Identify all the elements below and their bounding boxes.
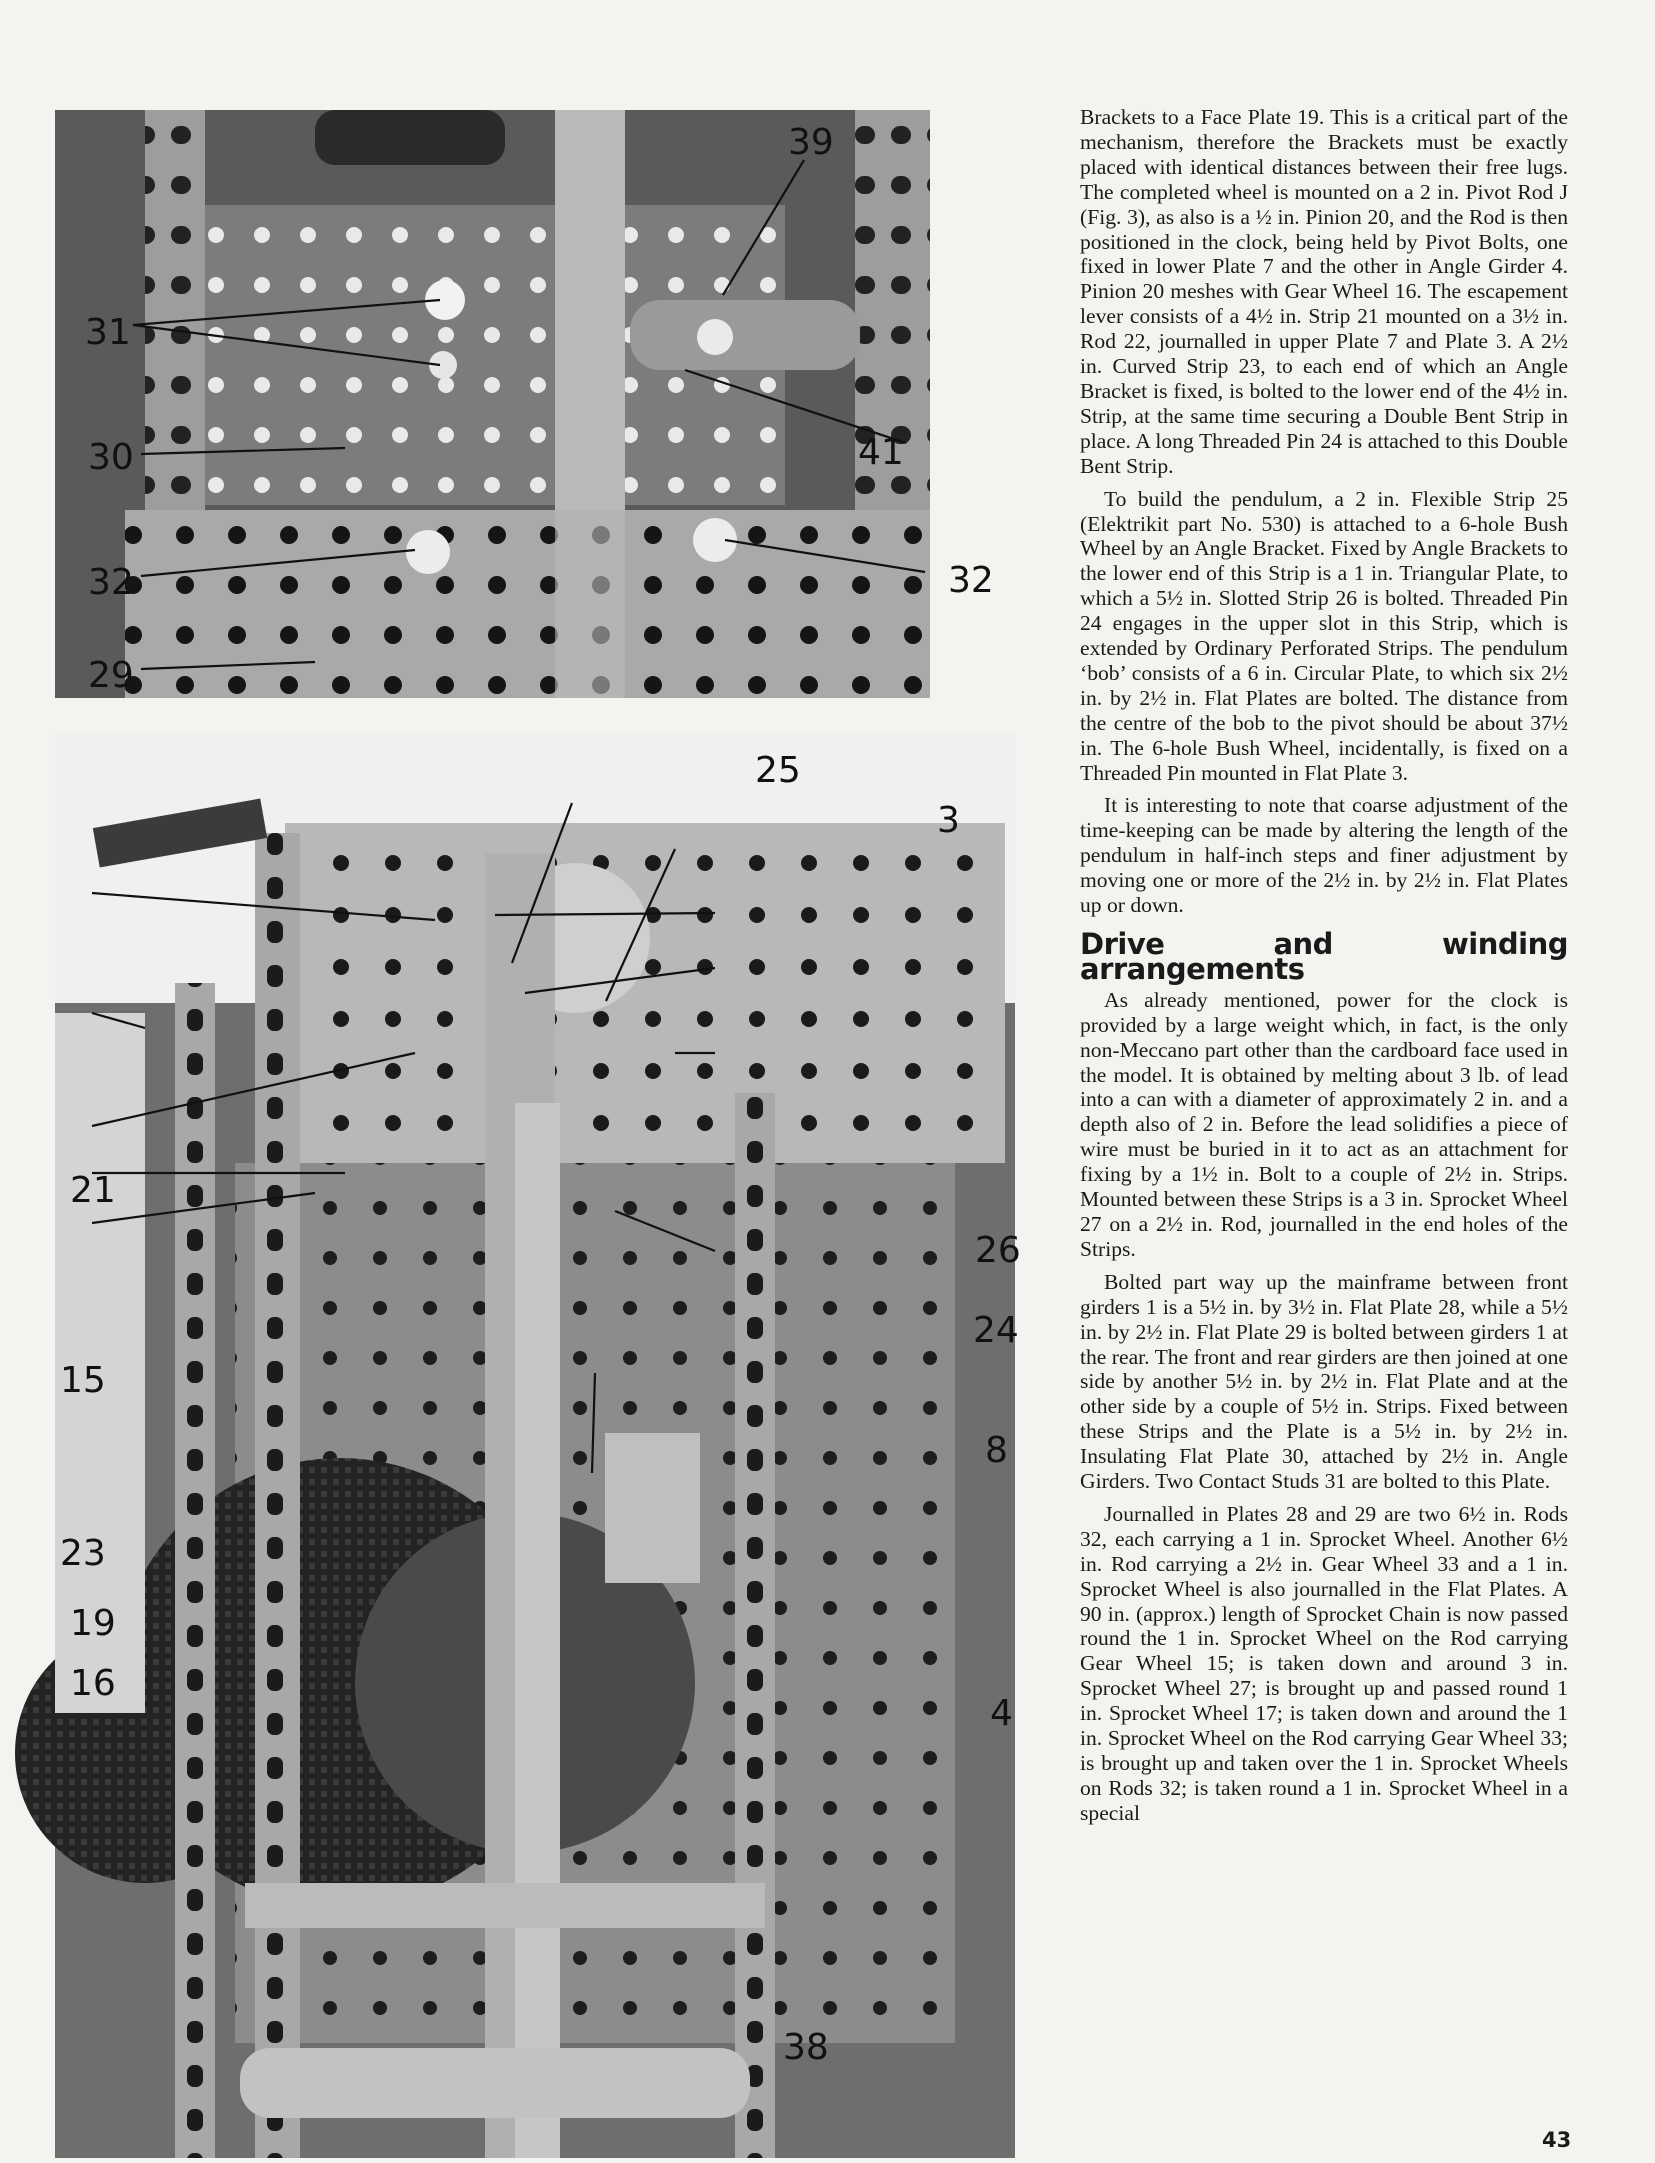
callout-23: 23 xyxy=(60,1533,106,1574)
callout-31: 31 xyxy=(85,312,131,353)
callout-19: 19 xyxy=(70,1603,116,1644)
paragraph-1: Brackets to a Face Plate 19. This is a critical part of the mechanism, therefore the Brackets must be exactly placed with identical distances between their free lugs. The completed wheel is mounted on a 2 in. Pivot Rod J (Fig. 3), as also is a ½ in. Pinion 20, and the Rod is then positioned in the clock, being held by Pivot Bolts, one fixed in lower Plate 7 and the other in Angle Girder 4. Pinion 20 meshes with Gear Wheel 16. The escapement lever consists of a 4½ in. Strip 21 mounted on a 3½ in. Rod 22, journalled in upper Plate 7 and Plate 3. A 2½ in. Curved Strip 23, to each end of which an Angle Bracket is fixed, is bolted to the lower end of the 4½ in. Strip, at the same time securing a Double Bent Strip in place. A long Threaded Pin 24 is attached to this Double Bent Strip. xyxy=(1080,105,1568,478)
callout-25: 25 xyxy=(755,750,801,791)
callout-15: 15 xyxy=(60,1360,106,1401)
paragraph-5: Bolted part way up the mainframe between front girders 1 is a 5½ in. by 3½ in. Flat Plate 28, while a 5½ in. by 2½ in. Flat Plate 29 is bolted between girders 1 at the rear. The front and rear girders are then joined at one side by another 5½ in. by 2½ in. Flat Plate and at the other side by a couple of 5½ in. Strips. Fixed between these Strips and the Plate is a 5½ in. by 2½ in. Insulating Flat Plate 30, attached by 2½ in. Angle Girders. Two Contact Studs 31 are bolted to this Plate. xyxy=(1080,1269,1568,1494)
callout-41: 41 xyxy=(858,432,904,473)
article-text-column xyxy=(1080,105,1568,1834)
callout-8: 8 xyxy=(985,1430,1008,1471)
callout-32-right: 32 xyxy=(948,560,994,601)
bottom-mechanism-photo xyxy=(55,733,1021,2158)
paragraph-3: It is interesting to note that coarse adjustment of the time-keeping can be made by altering the length of the pendulum in half-inch steps and finer adjustment by moving one or more of the 2½ in. by 2½ in. Flat Plates up or down. xyxy=(1080,793,1568,918)
callout-38: 38 xyxy=(783,2027,829,2068)
top-mechanism-photo xyxy=(55,110,994,698)
callout-29: 29 xyxy=(88,655,134,696)
page-number: 43 xyxy=(1542,2128,1572,2152)
callout-32-left: 32 xyxy=(88,562,134,603)
paragraph-4: As already mentioned, power for the clock is provided by a large weight which, in fact, is the only non-Meccano part other than the cardboard face used in the model. It is obtained by melting about 3 lb. of lead into a can with a diameter of approximately 2 in. and a depth also of 2 in. Before the lead solidifies a piece of wire must be buried in it to act as an attachment for fixing by a 1½ in. Bolt to a couple of 2½ in. Strips. Mounted between these Strips is a 3 in. Sprocket Wheel 27 on a 2½ in. Rod, journalled in the end holes of the Strips. xyxy=(1080,987,1568,1261)
callout-3: 3 xyxy=(937,800,960,841)
callout-26: 26 xyxy=(975,1230,1021,1271)
top-photo-drawing xyxy=(55,110,930,698)
callout-4: 4 xyxy=(990,1693,1013,1734)
callout-39: 39 xyxy=(788,122,834,163)
callout-24: 24 xyxy=(973,1310,1019,1351)
section-heading: Drive and winding arrangements xyxy=(1080,927,1568,986)
paragraph-6: Journalled in Plates 28 and 29 are two 6½ in. Rods 32, each carrying a 1 in. Sprocket Wheel. Another 6½ in. Rod carrying a 2½ in. Gear Wheel 33 and a 1 in. Sprocket Wheel is also journalled in the Flat Plates. A 90 in. (approx.) length of Sprocket Chain is now passed round the 1 in. Sprocket Wheel on the Rod carrying Gear Wheel 15; is taken down and around 3 in. Sprocket Wheel 27; is brought up and passed round 1 in. Sprocket Wheel 17; is taken down and around the 1 in. Sprocket Wheel on the Rod carrying Gear Wheel 33; is brought up and taken over the 1 in. Sprocket Wheels on Rods 32; is taken round a 1 in. Sprocket Wheel in a special xyxy=(1080,1501,1568,1825)
callout-16: 16 xyxy=(70,1663,116,1704)
bottom-photo-drawing xyxy=(55,733,1015,2158)
paragraph-2: To build the pendulum, a 2 in. Flexible Strip 25 (Elektrikit part No. 530) is attached to a 6-hole Bush Wheel by an Angle Bracket. Fixed by Angle Brackets to the lower end of this Strip is a 1 in. Triangular Plate, to which a 5½ in. Slotted Strip 26 is bolted. Threaded Pin 24 engages in the upper slot in this Strip, which is extended by Ordinary Perforated Strips. The pendulum ‘bob’ consists of a 6 in. Circular Plate, to which six 2½ in. by 2½ in. Flat Plates are bolted. The distance from the centre of the bob to the pivot should be about 37½ in. The 6-hole Bush Wheel, incidentally, is fixed on a Threaded Pin mounted in Flat Plate 3. xyxy=(1080,486,1568,785)
callout-21: 21 xyxy=(70,1170,116,1211)
callout-30: 30 xyxy=(88,437,134,478)
